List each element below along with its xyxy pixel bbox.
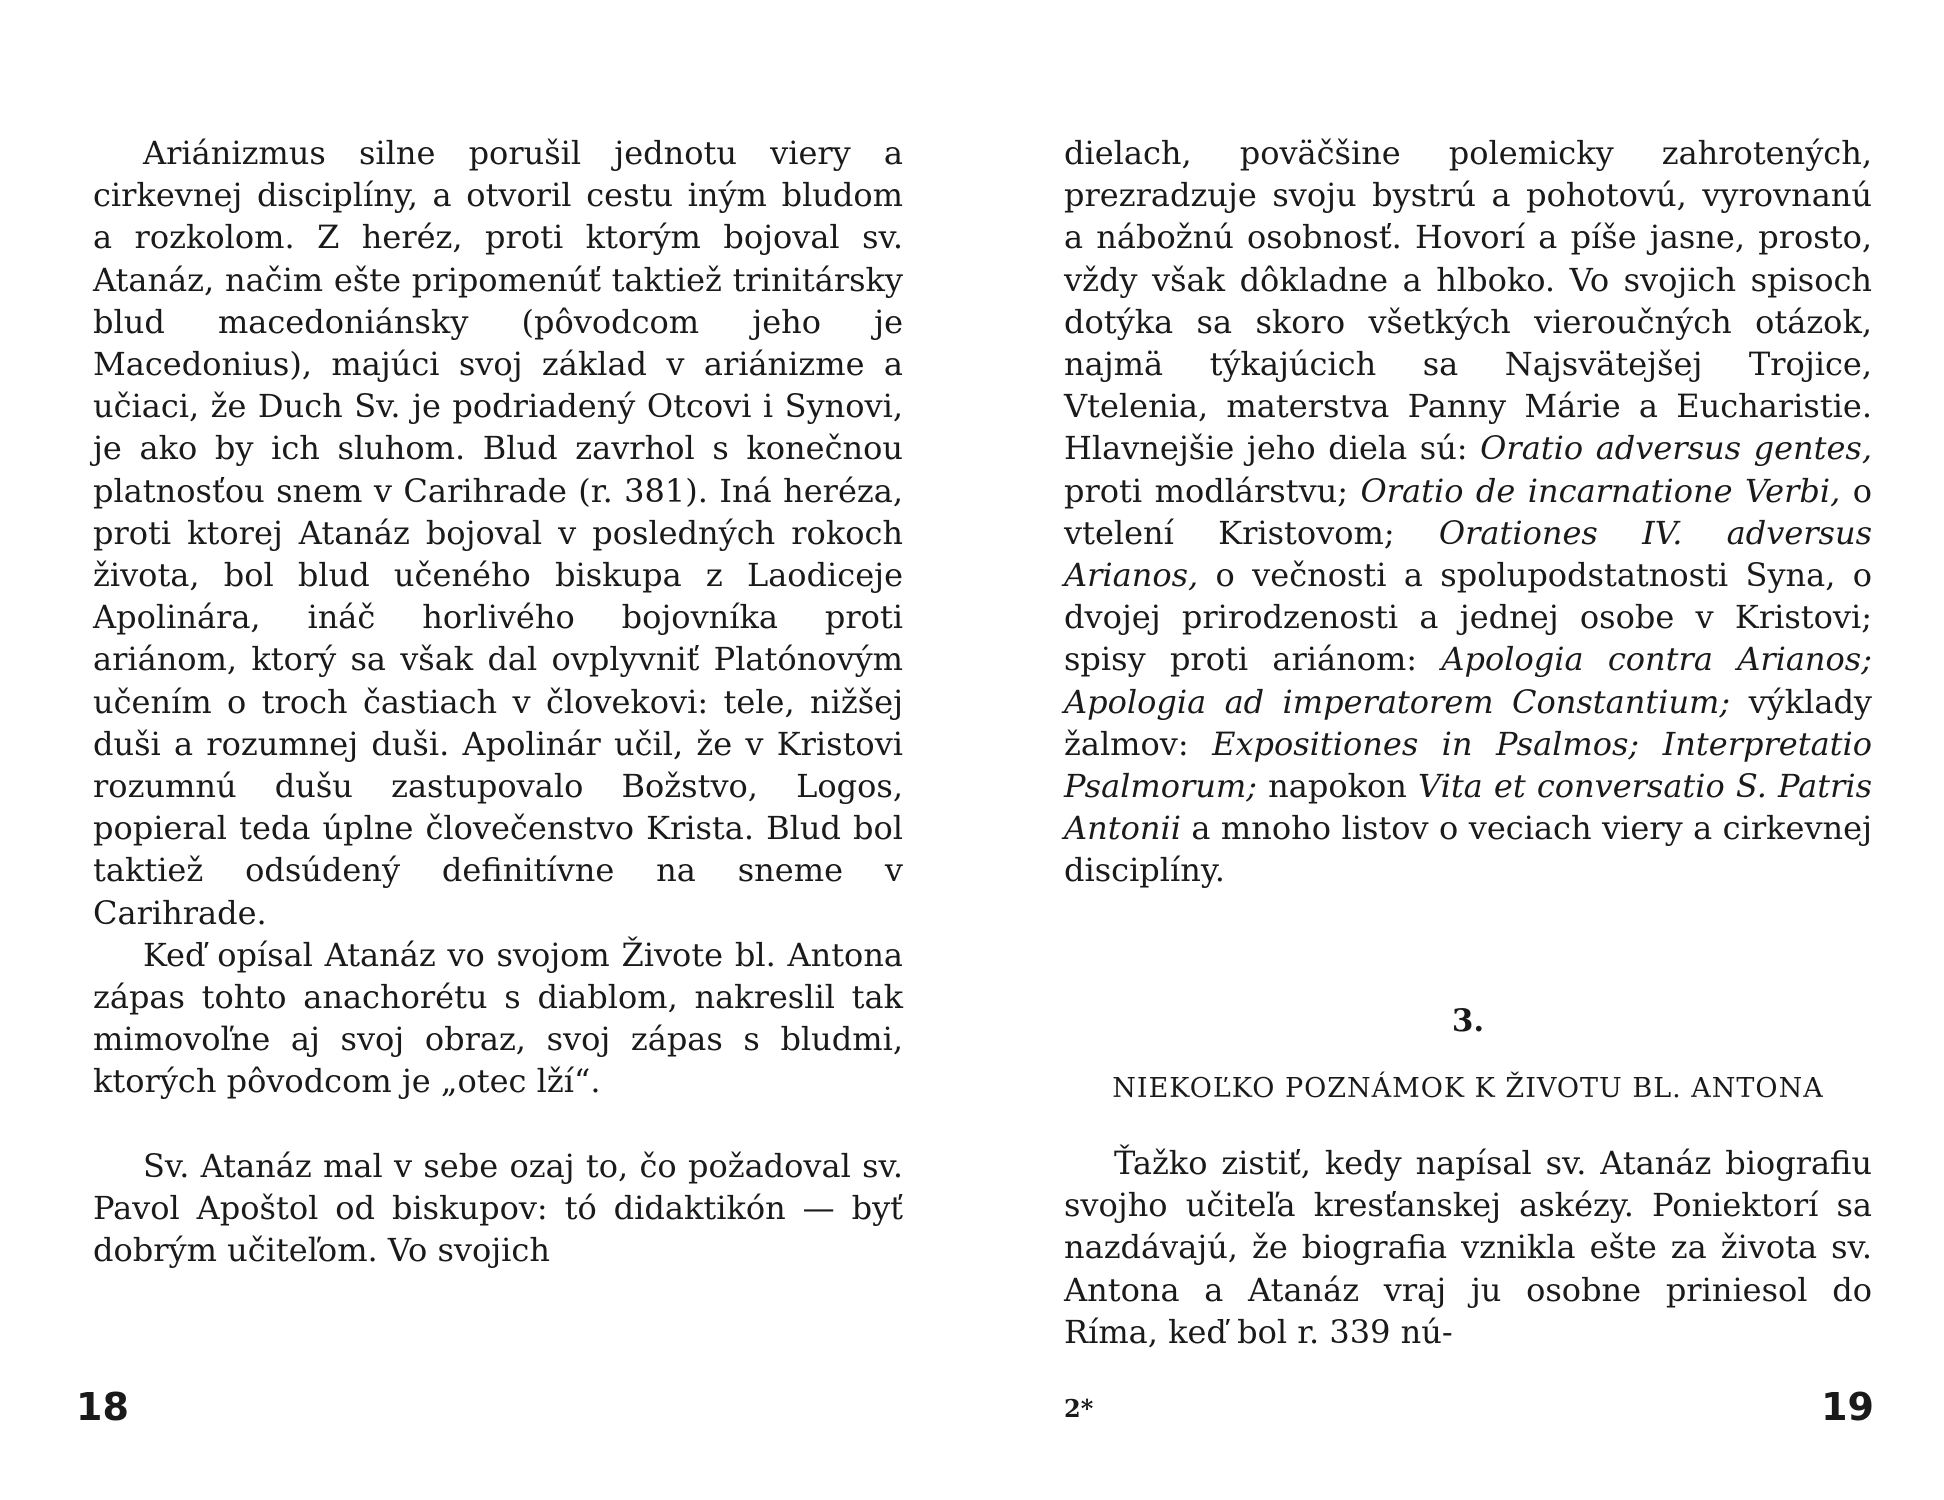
works-text-2: proti modlárstvu; [1064, 471, 1361, 510]
paragraph-athanasius-teacher: Sv. Atanáz mal v sebe ozaj to, čo požadoval sv. Pavol Apoštol od biskupov: tó didaktikón — byť dobrým učiteľom. Vo svojich [93, 1146, 903, 1270]
works-text-6: napokon [1257, 767, 1419, 806]
left-text-column [93, 132, 903, 1271]
works-text-5: výklady žalmov: [1064, 682, 1872, 763]
paragraph-works-of-athanasius [1064, 132, 1872, 892]
work-title-6: Vita et conversatio S. Patris Antonii [1064, 767, 1873, 848]
printer-signature-mark: 2* [1064, 1394, 1094, 1423]
works-text-1: dielach, poväčšine polemicky zahrotených, prezradzuje svoju bystrú a pohotovú, vyrovnanú a nábožnú osobnosť. Hovorí a píše jasne, prosto, vždy však dôkladne a hlboko. Vo svojich spisoch dotýka sa skoro všetkých vieroučných otázok, najmä týkajúcich sa Najsvätejšej Trojice, Vtelenia, materstva Panny Márie a Eucharistie. Hlavnejšie jeho diela sú: [1064, 134, 1872, 468]
paragraph-biography-dating: Ťažko zistiť, kedy napísal sv. Atanáz biografiu svojho učiteľa kresťanskej askézy. Poniektorí sa nazdávajú, že biografia vznikla ešte za života sv. Antona a Atanáz vraj ju osobne priniesol do Ríma, keď bol r. 339 nú- [1064, 1144, 1872, 1351]
section-number: 3. [1451, 1003, 1485, 1039]
works-text-7: a mnoho listov o veciach viery a cirkevnej disciplíny. [1064, 809, 1872, 890]
paragraph-arianism-heresies: Ariánizmus silne porušil jednotu viery a cirkevnej disciplíny, a otvoril cestu iným bludom a rozkolom. Z heréz, proti ktorým bojoval sv. Atanáz, načim ešte pripomenúť taktiež trinitársky blud macedoniánsky (pôvodcom jeho je Macedonius), majúci svoj základ v ariánizme a učiaci, že Duch Sv. je podriadený Otcovi i Synovi, je ako by ich sluhom. Blud zavrhol s konečnou platnosťou snem v Carihrade (r. 381). Iná heréza, proti ktorej Atanáz bojoval v posledných rokoch života, bol blud učeného biskupa z Laodiceje Apolinára, ináč horlivého bojovníka proti ariánom, ktorý sa však dal ovplyvniť Platónovým učením o troch častiach v človekovi: tele, nižšej duši a rozumnej duši. Apolinár učil, že v Kristovi rozumnú dušu zastupovalo Božstvo, Logos, popieral teda úplne človečenstvo Krista. Blud bol taktiež odsúdený definitívne na sneme v Carihrade. [93, 134, 903, 932]
page-number-left: 18 [76, 1385, 129, 1429]
work-title-5: Expositiones in Psalmos; Interpretatio Psalmorum; [1064, 724, 1873, 806]
works-text-3: o vtelení Kristovom; [1064, 471, 1872, 552]
work-title-1: Oratio adversus gentes, [1480, 429, 1873, 468]
right-page [972, 0, 1944, 1500]
paragraph-life-of-anthony: Keď opísal Atanáz vo svojom Živote bl. Antona zápas tohto anachorétu s diablom, nakreslil tak mimovoľne aj svoj obraz, svoj zápas s bludmi, ktorých pôvodcom je „otec lží“. [93, 935, 903, 1101]
section-heading: NIEKOĽKO POZNÁMOK K ŽIVOTU BL. ANTONA [1112, 1073, 1824, 1104]
right-text-column [1064, 132, 1872, 892]
page-number-right: 19 [1821, 1385, 1874, 1429]
work-title-2: Oratio de incarnatione Verbi, [1360, 471, 1841, 510]
right-text-column-section [1064, 1142, 1872, 1353]
work-title-3: Orationes IV. adversus Arianos, [1064, 513, 1872, 595]
work-title-4: Apologia contra Arianos; Apologia ad imperatorem Constantium; [1064, 640, 1873, 721]
works-text-4: o večnosti a spolupodstatnosti Syna, o dvojej prirodzenosti a jednej osobe v Kristovi; spisy proti ariánom: [1064, 556, 1872, 679]
